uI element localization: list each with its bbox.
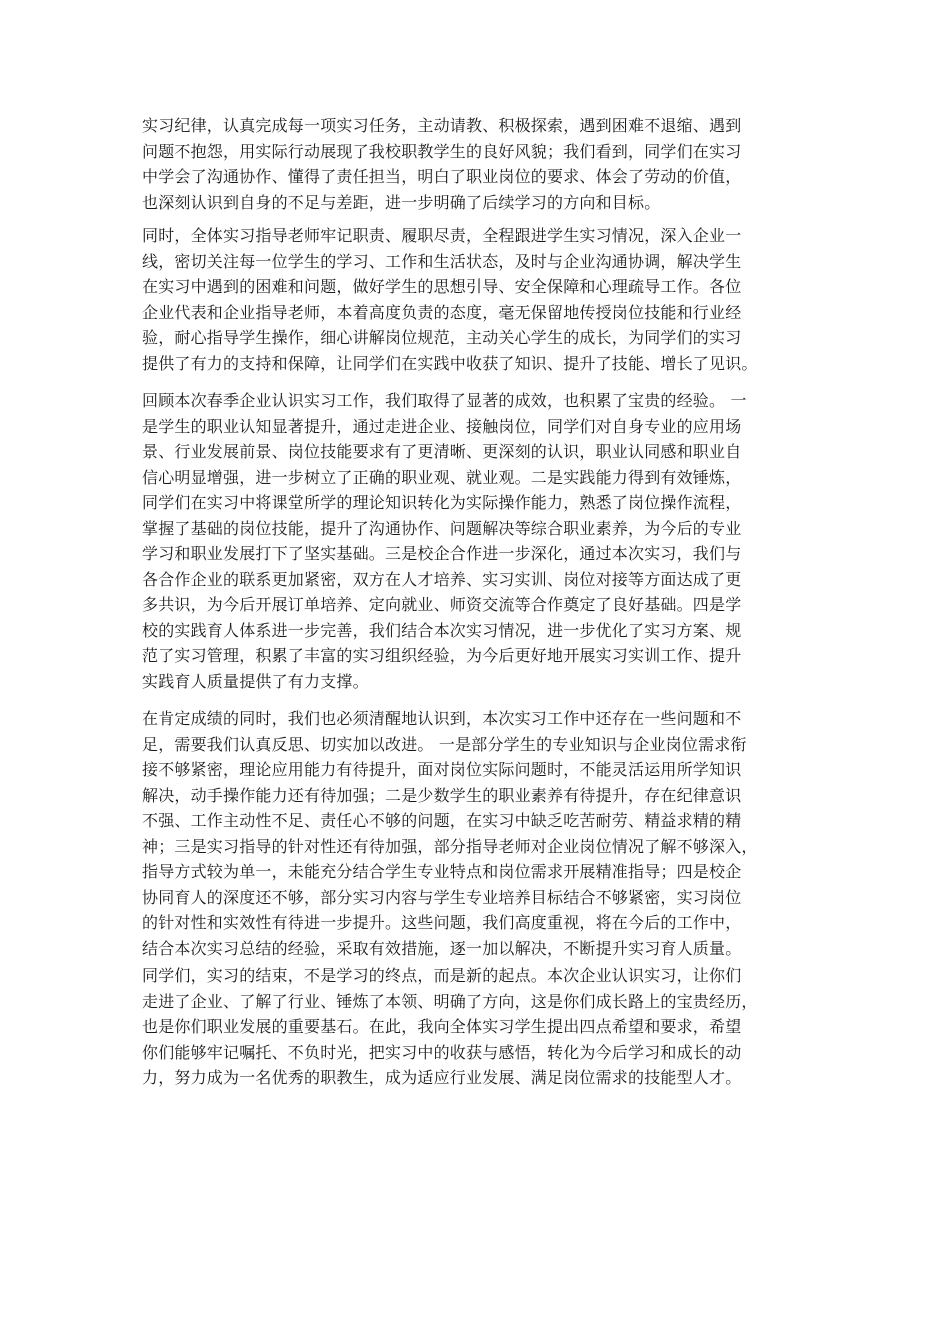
text-line: 实习纪律，认真完成每一项实习任务，主动请教、积极探索，遇到困难不退缩、遇到 (142, 116, 742, 135)
text-line: 不强、工作主动性不足、责任心不够的问题，在实习中缺乏吃苦耐劳、精益求精的精 (142, 811, 742, 830)
text-line: 问题不抱怨，用实际行动展现了我校职教学生的良好风貌；我们看到，同学们在实习 (142, 141, 742, 161)
text-line: 在实习中遇到的困难和问题，做好学生的思想引导、安全保障和心理疏导工作。各位 (142, 277, 742, 296)
text-line: 同时，全体实习指导老师牢记职责、履职尽责，全程跟进学生实习情况，深入企业一 (142, 226, 742, 245)
text-line: 掌握了基础的岗位技能，提升了沟通协作、问题解决等综合职业素养，为今后的专业 (142, 518, 742, 538)
text-line: 神；三是实习指导的针对性还有待加强，部分指导老师对企业岗位情况了解不够深入， (142, 836, 758, 856)
text-line: 各合作企业的联系更加紧密，双方在人才培养、实习实训、岗位对接等方面达成了更 (142, 569, 742, 589)
paragraph-2 (142, 223, 818, 376)
text-line: 信心明显增强，进一步树立了正确的职业观、就业观。二是实践能力得到有效锤炼， (142, 467, 742, 487)
text-line: 学习和职业发展打下了坚实基础。三是校企合作进一步深化，通过本次实习，我们与 (142, 544, 742, 563)
text-line: 同学们，实习的结束，不是学习的终点，而是新的起点。本次企业认识实习，让你们 (142, 966, 742, 985)
text-line: 指导方式较为单一，未能充分结合学生专业特点和岗位需求开展精准指导；四是校企 (142, 862, 742, 881)
paragraph-4 (142, 706, 818, 961)
text-line: 线，密切关注每一位学生的学习、工作和生活状态，及时与企业沟通协调，解决学生 (142, 251, 742, 271)
text-line: 范了实习管理，积累了丰富的实习组织经验，为今后更好地开展实习实训工作、提升 (142, 646, 742, 665)
text-line: 回顾本次春季企业认识实习工作，我们取得了显著的成效，也积累了宝贵的经验。 一 (142, 391, 747, 410)
paragraph-1 (142, 113, 818, 215)
text-line: 企业代表和企业指导老师，本着高度负责的态度，毫无保留地传授岗位技能和行业经 (142, 302, 742, 322)
text-line: 你们能够牢记嘱托、不负时光，把实习中的收获与感悟，转化为今后学习和成长的动 (142, 1042, 742, 1062)
text-line: 也是你们职业发展的重要基石。在此，我向全体实习学生提出四点希望和要求，希望 (142, 1017, 742, 1036)
text-line: 结合本次实习总结的经验，采取有效措施，逐一加以解决，不断提升实习育人质量。 (142, 938, 742, 958)
text-line: 解决，动手操作能力还有待加强；二是少数学生的职业素养有待提升，存在纪律意识 (142, 785, 742, 805)
text-line: 校的实践育人体系进一步完善，我们结合本次实习情况，进一步优化了实习方案、规 (142, 620, 742, 640)
text-line: 在肯定成绩的同时，我们也必须清醒地认识到，本次实习工作中还存在一些问题和不 (142, 709, 742, 728)
text-line: 实践育人质量提供了有力支撑。 (142, 671, 369, 691)
document-body (142, 113, 818, 1091)
text-line: 也深刻认识到自身的不足与差距，进一步明确了后续学习的方向和目标。 (142, 192, 661, 212)
text-line: 走进了企业、了解了行业、锤炼了本领、明确了方向，这是你们成长路上的宝贵经历， (142, 991, 758, 1011)
text-line: 同学们在实习中将课堂所学的理论知识转化为实际操作能力，熟悉了岗位操作流程， (142, 493, 742, 512)
text-line: 景、行业发展前景、岗位技能要求有了更清晰、更深刻的认识，职业认同感和职业自 (142, 442, 742, 461)
text-line: 足，需要我们认真反思、切实加以改进。 一是部分学生的专业知识与企业岗位需求衔 (142, 734, 747, 754)
text-line: 接不够紧密，理论应用能力有待提升，面对岗位实际问题时，不能灵活运用所学知识 (142, 760, 742, 779)
text-line: 验，耐心指导学生操作，细心讲解岗位规范，主动关心学生的成长，为同学们的实习 (142, 328, 742, 347)
text-line: 力，努力成为一名优秀的职教生，成为适应行业发展、满足岗位需求的技能型人才。 (142, 1068, 742, 1087)
text-line: 是学生的职业认知显著提升，通过走进企业、接触岗位，同学们对自身专业的应用场 (142, 416, 742, 436)
text-line: 协同育人的深度还不够，部分实习内容与学生专业培养目标结合不够紧密，实习岗位 (142, 887, 742, 907)
text-line: 多共识，为今后开展订单培养、定向就业、师资交流等合作奠定了良好基础。四是学 (142, 595, 742, 614)
paragraph-3 (142, 388, 818, 694)
paragraph-5 (142, 963, 818, 1091)
text-line: 的针对性和实效性有待进一步提升。这些问题，我们高度重视，将在今后的工作中， (142, 913, 742, 932)
text-line: 中学会了沟通协作、懂得了责任担当，明白了职业岗位的要求、体会了劳动的价值， (142, 167, 742, 186)
text-line: 提供了有力的支持和保障，让同学们在实践中收获了知识、提升了技能、增长了见识。 (142, 353, 758, 373)
